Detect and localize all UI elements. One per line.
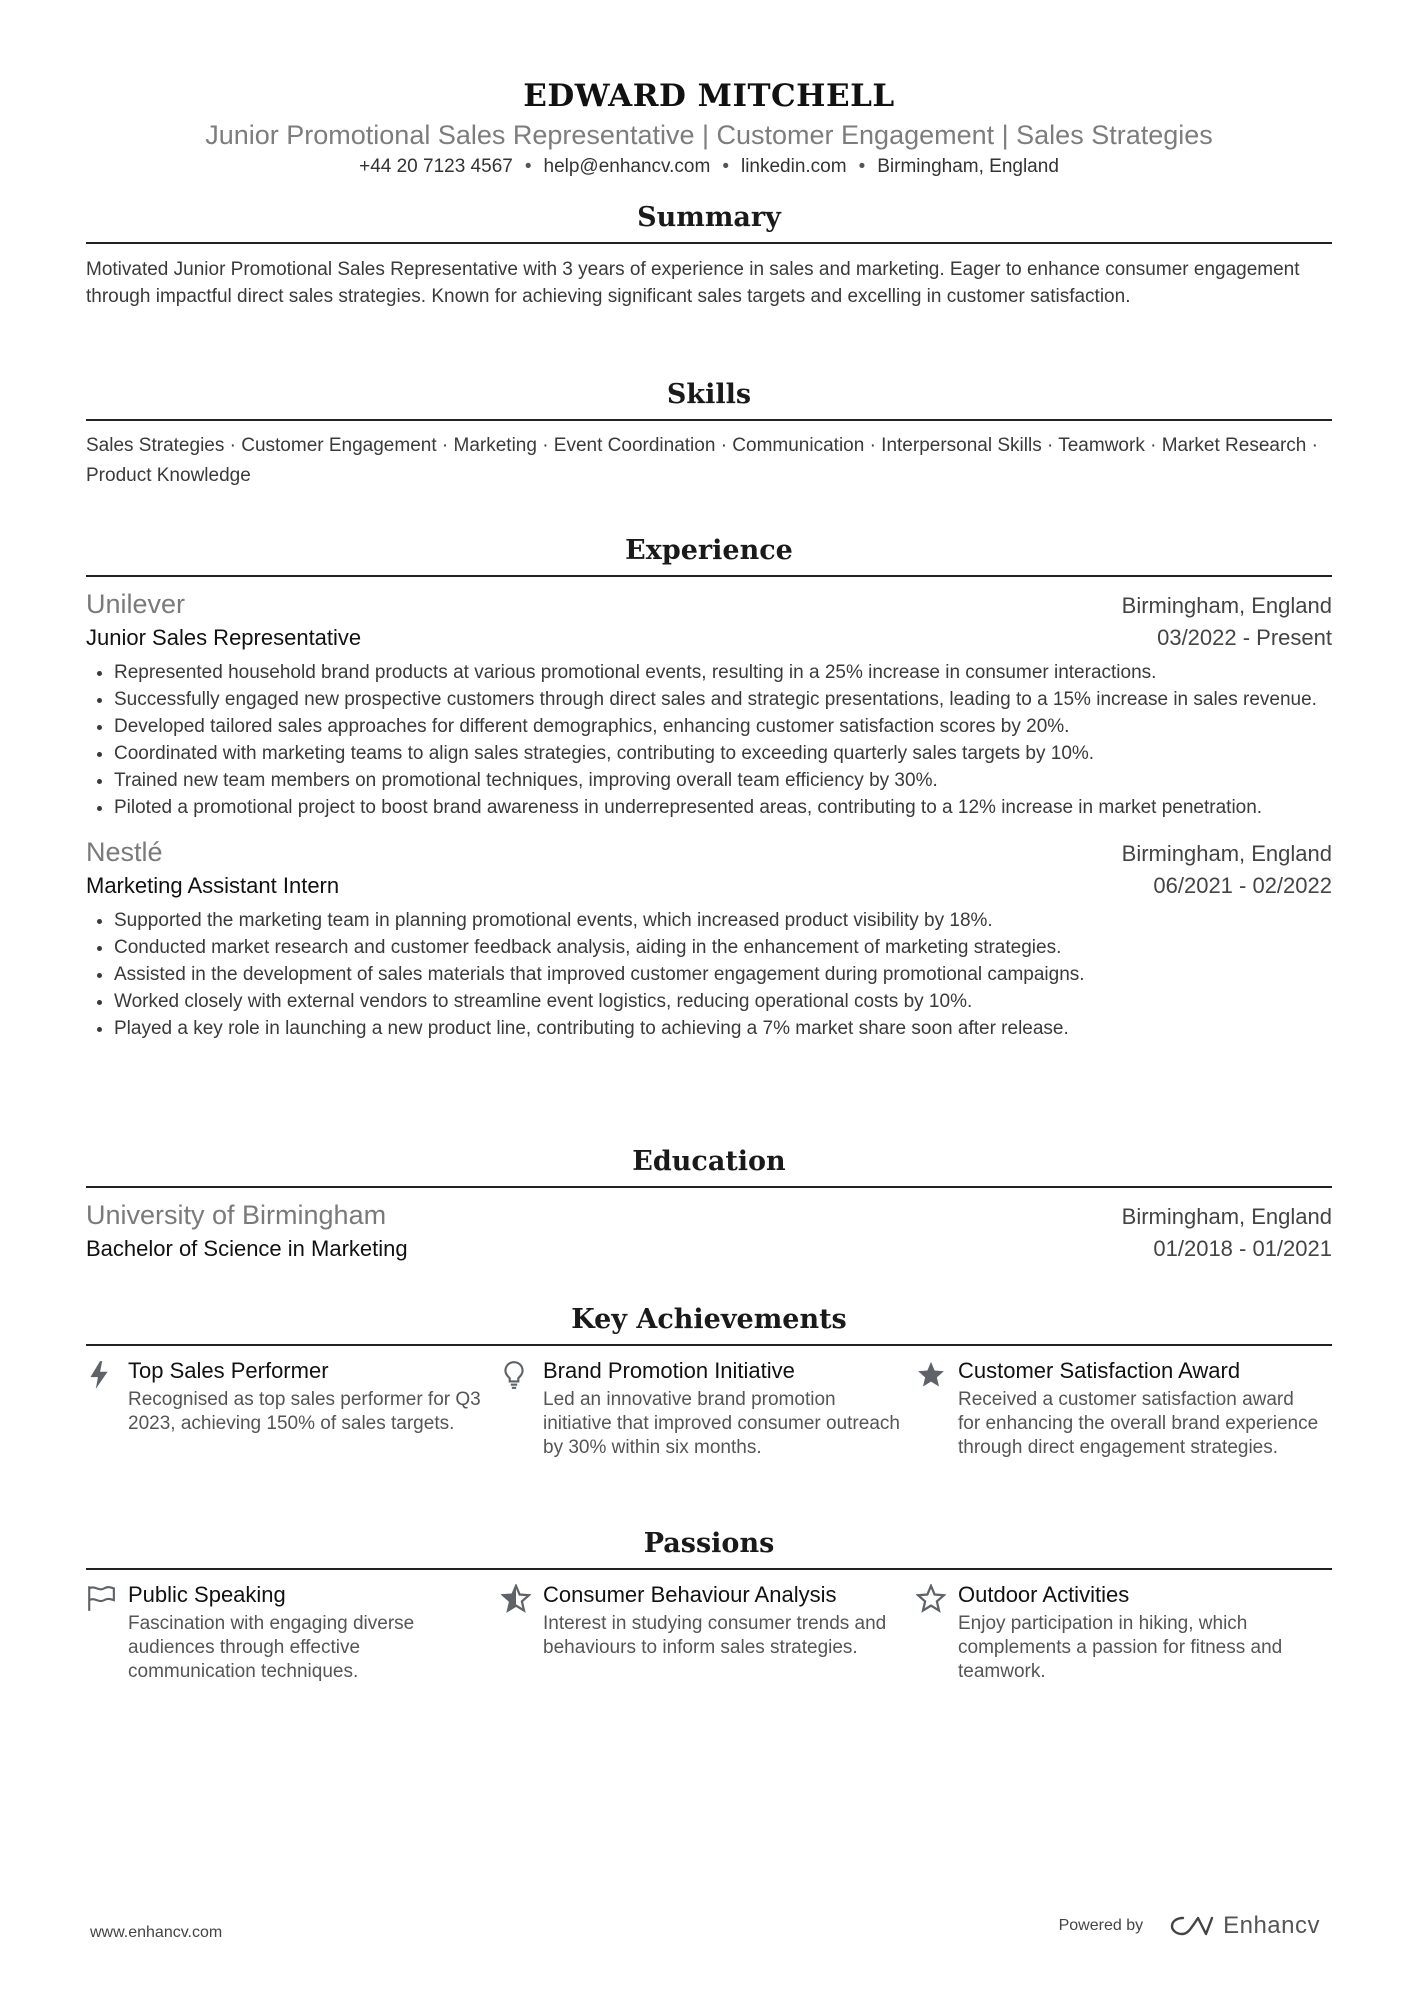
resume-header — [86, 0, 1332, 180]
passion-title: Public Speaking — [128, 1582, 286, 1607]
summary-section — [86, 200, 1332, 310]
achievements-section — [86, 1302, 1332, 1460]
location: Birmingham, England — [877, 156, 1059, 177]
separator-dot: • — [524, 156, 532, 177]
achievement-desc: Received a customer satisfaction award for enhancing the overall brand experience through direct engagement strategies. — [958, 1389, 1319, 1458]
lightbulb-icon — [501, 1360, 527, 1390]
passion-desc: Fascination with engaging diverse audiences through effective communication techniques. — [128, 1613, 415, 1682]
passion-title: Consumer Behaviour Analysis — [543, 1582, 837, 1607]
resume-page — [86, 0, 1332, 1682]
skills-list: Sales Strategies · Customer Engagement · Marketing · Event Coordination · Communication · Interpersonal Skills · Teamwork · Market Research · Product Knowledge — [86, 435, 1318, 486]
passion-desc: Interest in studying consumer trends and behaviours to inform sales strategies. — [543, 1613, 887, 1658]
passion-card — [501, 1580, 916, 1684]
company-name: Unilever — [86, 589, 186, 619]
job-entry — [86, 835, 1332, 1042]
email-link[interactable]: help@enhancv.com — [543, 156, 711, 177]
enhancv-brand: Enhancv — [1223, 1912, 1320, 1939]
school-name: University of Birmingham — [86, 1200, 387, 1230]
enhancv-logo-icon — [1169, 1914, 1215, 1938]
education-dates: 01/2018 - 01/2021 — [1153, 1236, 1332, 1261]
half-star-icon — [501, 1584, 531, 1614]
section-heading-summary: Summary — [86, 200, 1332, 244]
job-entry — [86, 587, 1332, 821]
passion-desc: Enjoy participation in hiking, which complements a passion for fitness and teamwork. — [958, 1613, 1283, 1682]
candidate-title: Junior Promotional Sales Representative | Customer Engagement | Sales Strategies — [205, 120, 1213, 150]
achievement-desc: Recognised as top sales performer for Q3 2023, achieving 150% of sales targets. — [128, 1389, 481, 1434]
passion-card — [916, 1580, 1331, 1684]
job-bullets — [86, 659, 1332, 821]
bullet-item: • Trained new team members on promotional techniques, improving overall team efficiency by 30%. — [114, 767, 1332, 794]
section-heading-passions: Passions — [86, 1526, 1332, 1570]
job-dates: 03/2022 - Present — [1157, 625, 1332, 650]
contact-line — [86, 154, 1332, 180]
star-icon — [916, 1360, 946, 1390]
bullet-item: • Piloted a promotional project to boost brand awareness in underrepresented areas, contributing to a 12% increase in market penetration. — [114, 794, 1332, 821]
job-location: Birmingham, England — [1121, 841, 1332, 866]
star-outline-icon — [916, 1584, 946, 1614]
bullet-item: • Played a key role in launching a new product line, contributing to achieving a 7% market share soon after release. — [114, 1015, 1332, 1042]
company-name: Nestlé — [86, 837, 163, 867]
experience-section — [86, 533, 1332, 1042]
linkedin-link[interactable]: linkedin.com — [740, 156, 847, 177]
job-role: Marketing Assistant Intern — [86, 873, 340, 898]
lightning-icon — [86, 1360, 112, 1390]
passion-card — [86, 1580, 501, 1684]
passion-title: Outdoor Activities — [958, 1582, 1130, 1607]
job-dates: 06/2021 - 02/2022 — [1153, 873, 1332, 898]
bullet-item: • Developed tailored sales approaches for different demographics, enhancing customer satisfaction scores by 20%. — [114, 713, 1332, 740]
skills-section — [86, 377, 1332, 491]
bullet-item: • Conducted market research and customer feedback analysis, aiding in the enhancement of marketing strategies. — [114, 934, 1332, 961]
section-heading-skills: Skills — [86, 377, 1332, 421]
job-location: Birmingham, England — [1121, 593, 1332, 618]
powered-by-label: Powered by — [1058, 1917, 1144, 1934]
separator-dot: • — [722, 156, 729, 177]
achievement-card — [916, 1356, 1331, 1460]
summary-text: Motivated Junior Promotional Sales Representative with 3 years of experience in sales and marketing. Eager to enhance consumer engagement through impactful direct sales strategies. Known for achieving significant sales targets and excelling in customer satisfaction. — [86, 259, 1300, 307]
powered-by — [1059, 1912, 1320, 1940]
achievement-desc: Led an innovative brand promotion initiative that improved consumer outreach by 30% within six months. — [543, 1389, 900, 1458]
bullet-item: • Coordinated with marketing teams to align sales strategies, contributing to exceeding quarterly sales targets by 10%. — [114, 740, 1332, 767]
section-heading-achievements: Key Achievements — [86, 1302, 1332, 1346]
bullet-item: • Worked closely with external vendors to streamline event logistics, reducing operational costs by 10%. — [114, 988, 1332, 1015]
bullet-item: • Assisted in the development of sales materials that improved customer engagement during promotional campaigns. — [114, 961, 1332, 988]
candidate-name: EDWARD MITCHELL — [523, 78, 895, 114]
achievement-card — [86, 1356, 501, 1460]
bullet-item: • Successfully engaged new prospective customers through direct sales and strategic presentations, leading to a 15% increase in sales revenue. — [114, 686, 1332, 713]
bullet-item: • Represented household brand products at various promotional events, resulting in a 25% increase in consumer interactions. — [114, 659, 1332, 686]
achievement-card — [501, 1356, 916, 1460]
job-bullets — [86, 907, 1332, 1042]
flag-icon — [86, 1584, 116, 1612]
phone: +44 20 7123 4567 — [359, 156, 513, 177]
degree: Bachelor of Science in Marketing — [86, 1236, 408, 1261]
section-heading-experience: Experience — [86, 533, 1332, 577]
achievement-title: Customer Satisfaction Award — [958, 1358, 1241, 1383]
section-heading-education: Education — [86, 1144, 1332, 1188]
footer-website-link[interactable]: www.enhancv.com — [90, 1924, 223, 1941]
achievement-title: Brand Promotion Initiative — [543, 1358, 795, 1383]
achievement-title: Top Sales Performer — [128, 1358, 329, 1383]
education-section — [86, 1144, 1332, 1266]
job-role: Junior Sales Representative — [86, 625, 362, 650]
school-location: Birmingham, England — [1121, 1204, 1332, 1229]
separator-dot: • — [858, 156, 866, 177]
passions-section — [86, 1526, 1332, 1684]
bullet-item: • Supported the marketing team in planning promotional events, which increased product visibility by 18%. — [114, 907, 1332, 934]
education-entry — [86, 1198, 1332, 1266]
